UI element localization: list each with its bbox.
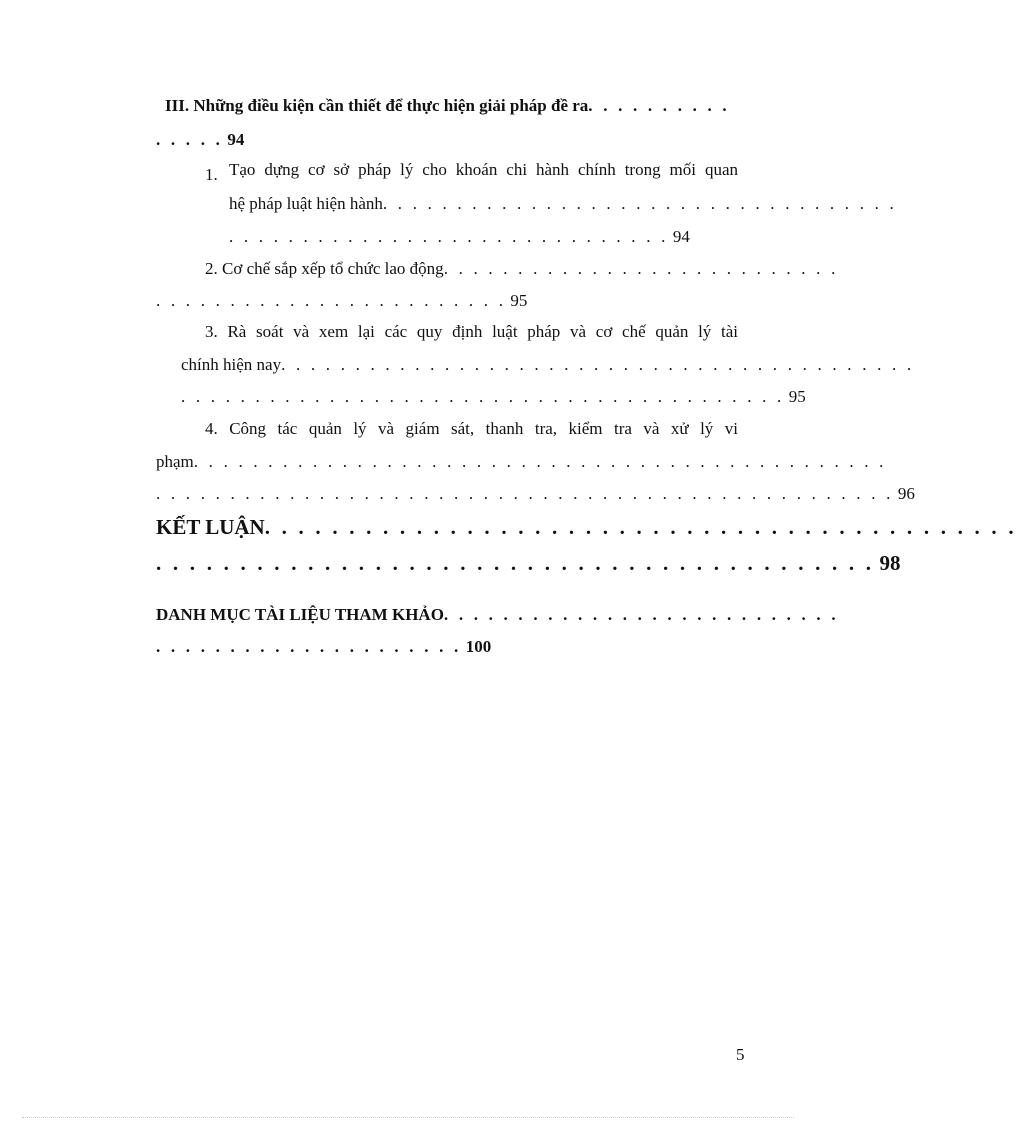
toc-leader-dots: . . . . . bbox=[156, 130, 224, 149]
toc-item-1-title-cont: hệ pháp luật hiện hành bbox=[229, 194, 383, 213]
page-bottom-rule bbox=[22, 1117, 794, 1118]
toc-leader-dots: . . . . . . . . . . . . . . . . . . . . . . . . . . . . . . . . . . . . . . . . . . . . . . . . . . bbox=[156, 484, 894, 503]
toc-leader-dots: . . . . . . . . . . bbox=[588, 96, 730, 115]
toc-page-number: 96 bbox=[897, 484, 915, 503]
toc-item-3-title: 3. Rà soát và xem lại các quy định luật pháp và cơ chế quản lý tài bbox=[205, 322, 738, 341]
toc-item-4-title: 4. Công tác quản lý và giám sát, thanh tra, kiểm tra và xử lý vi bbox=[205, 419, 738, 438]
toc-page-number: 95 bbox=[788, 387, 806, 406]
toc-item-2-line-1[interactable] bbox=[205, 259, 839, 279]
toc-page-number: 94 bbox=[672, 227, 690, 246]
toc-item-1-line-1[interactable] bbox=[229, 160, 738, 180]
toc-leader-dots: . . . . . . . . . . . . . . . . . . . . . . . . . . . . . . bbox=[229, 227, 669, 246]
toc-leader-dots: . . . . . . . . . . . . . . . . . . . . . . . . . . . . . . . . . . . . . . . . . . . . . bbox=[264, 515, 1017, 539]
toc-references-title: DANH MỤC TÀI LIỆU THAM KHẢO bbox=[156, 605, 444, 624]
toc-item-1-title: Tạo dựng cơ sở pháp lý cho khoán chi hành chính trong mối quan bbox=[229, 160, 738, 179]
toc-leader-dots: . . . . . . . . . . . . . . . . . . . . . . . . . . . . . . . . . . . . . . . . . . . bbox=[156, 551, 875, 575]
toc-page-number: 98 bbox=[879, 551, 901, 575]
toc-leader-dots: . . . . . . . . . . . . . . . . . . . . . . . . . . . . . . . . . . . . . . . . . . . . . . . bbox=[193, 452, 887, 471]
toc-item-3-title-cont: chính hiện nay bbox=[181, 355, 282, 374]
toc-references-line-1[interactable] bbox=[156, 605, 839, 625]
item-number: 1. bbox=[205, 165, 218, 184]
toc-leader-dots: . . . . . . . . . . . . . . . . . . . . . . . . bbox=[156, 291, 507, 310]
toc-page-number: 95 bbox=[510, 291, 528, 310]
toc-conclusion-line-1[interactable] bbox=[156, 515, 1017, 540]
toc-leader-dots: . . . . . . . . . . . . . . . . . . . . . bbox=[156, 637, 462, 656]
page-number: 5 bbox=[736, 1045, 745, 1064]
toc-conclusion-title: KẾT LUẬN bbox=[156, 515, 265, 539]
toc-section-3-line-1[interactable] bbox=[165, 96, 730, 116]
toc-item-4-title-cont: phạm bbox=[156, 452, 194, 471]
toc-section-3-title: III. Những điều kiện cần thiết để thực hiện giải pháp đề ra bbox=[165, 96, 589, 115]
toc-references-line-2[interactable] bbox=[156, 637, 491, 657]
toc-item-3-line-2[interactable] bbox=[181, 355, 915, 375]
toc-item-2-line-2[interactable] bbox=[156, 291, 527, 311]
toc-item-4-line-3[interactable] bbox=[156, 484, 915, 504]
toc-leader-dots: . . . . . . . . . . . . . . . . . . . . . . . . . . . . . . . . . . . . . . . . . . . bbox=[281, 355, 915, 374]
toc-conclusion-line-2[interactable] bbox=[156, 551, 901, 576]
toc-item-2-title: 2. Cơ chế sắp xếp tổ chức lao động bbox=[205, 259, 444, 278]
toc-item-3-line-3[interactable] bbox=[181, 387, 806, 407]
toc-section-3-line-2[interactable] bbox=[156, 130, 244, 150]
toc-item-4-line-2[interactable] bbox=[156, 452, 887, 472]
toc-page-number: 100 bbox=[465, 637, 492, 656]
toc-leader-dots: . . . . . . . . . . . . . . . . . . . . . . . . . . . . . . . . . . . . . . . . . bbox=[181, 387, 785, 406]
toc-item-1-line-3[interactable] bbox=[229, 227, 690, 247]
toc-item-1-line-2[interactable] bbox=[229, 194, 897, 214]
toc-item-4-line-1[interactable] bbox=[205, 419, 738, 439]
toc-item-3-line-1[interactable] bbox=[205, 322, 738, 342]
toc-leader-dots: . . . . . . . . . . . . . . . . . . . . . . . . . . . . . . . . . . . bbox=[382, 194, 897, 213]
toc-page-number: 94 bbox=[227, 130, 245, 149]
toc-leader-dots: . . . . . . . . . . . . . . . . . . . . . . . . . . . bbox=[443, 259, 839, 278]
toc-leader-dots: . . . . . . . . . . . . . . . . . . . . . . . . . . . bbox=[443, 605, 839, 624]
toc-item-1-number bbox=[205, 165, 218, 185]
